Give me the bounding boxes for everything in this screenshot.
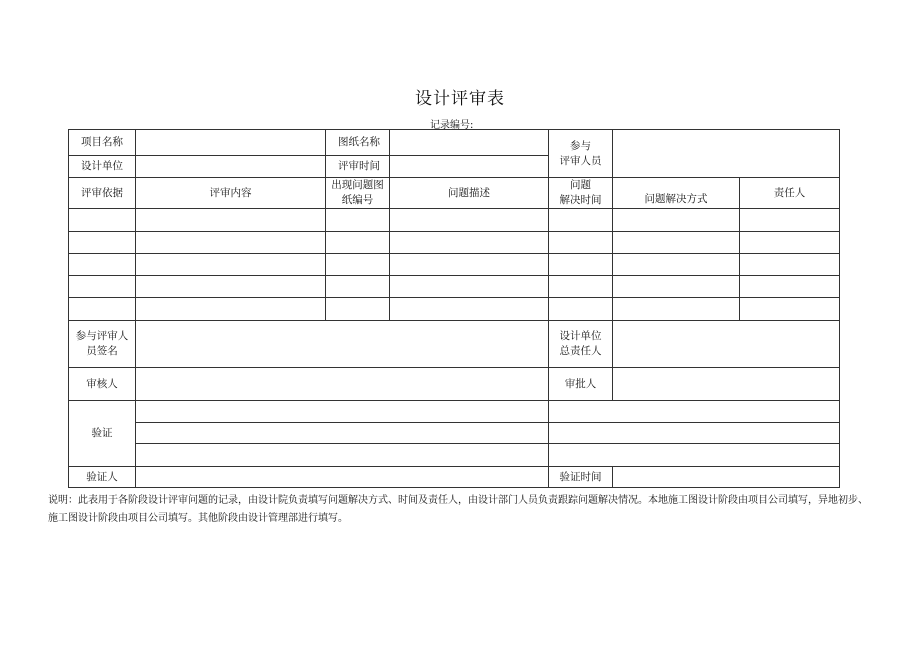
verification-field[interactable] [549,423,840,444]
review-time-field[interactable] [390,156,549,178]
col-header-responsible: 责任人 [740,178,840,209]
project-name-label: 项目名称 [69,130,136,156]
design-unit-field[interactable] [136,156,326,178]
signatures-field[interactable] [136,321,549,368]
participants-label: 参与 评审人员 [549,130,613,178]
reviewer-label: 审核人 [69,368,136,401]
col-header-resolve-time: 问题 解决时间 [549,178,613,209]
table-row [69,276,840,298]
form-note: 说明：此表用于各阶段设计评审问题的记录，由设计院负责填写问题解决方式、时间及责任人，由设计部门人员负责跟踪问题解决情况。本地施工图设计阶段由项目公司填写，异地初步、施工图设计阶段由项目公司填写。其他阶段由设计管理部进行填写。 [48,495,868,524]
reviewer-field[interactable] [136,368,549,401]
table-cell[interactable] [549,298,613,321]
verify-time-field[interactable] [613,467,840,488]
col-header-method: 问题解决方式 [613,178,740,209]
verification-field[interactable] [136,423,549,444]
drawing-name-label: 图纸名称 [326,130,390,156]
design-unit-label: 设计单位 [69,156,136,178]
table-cell[interactable] [326,209,390,232]
table-cell[interactable] [549,254,613,276]
table-cell[interactable] [390,298,549,321]
table-cell[interactable] [390,209,549,232]
verification-label: 验证 [69,401,136,467]
table-cell[interactable] [613,209,740,232]
design-lead-field[interactable] [613,321,840,368]
table-cell[interactable] [136,232,326,254]
table-cell[interactable] [69,276,136,298]
verifier-label: 验证人 [69,467,136,488]
table-cell[interactable] [390,232,549,254]
table-cell[interactable] [549,232,613,254]
col-header-content: 评审内容 [136,178,326,209]
table-row [69,232,840,254]
table-cell[interactable] [136,276,326,298]
table-cell[interactable] [69,209,136,232]
table-cell[interactable] [136,209,326,232]
table-cell[interactable] [740,254,840,276]
table-cell[interactable] [69,232,136,254]
table-cell[interactable] [740,298,840,321]
table-row [69,209,840,232]
table-row [69,254,840,276]
col-header-drawing-no: 出现问题图 纸编号 [326,178,390,209]
approver-label: 审批人 [549,368,613,401]
design-review-form [68,129,840,488]
col-header-basis: 评审依据 [69,178,136,209]
design-lead-label: 设计单位 总责任人 [549,321,613,368]
project-name-field[interactable] [136,130,326,156]
verifier-field[interactable] [136,467,549,488]
participants-field[interactable] [613,130,840,178]
verification-field[interactable] [549,401,840,423]
record-number-label: 记录编号: [430,120,474,131]
table-cell[interactable] [326,276,390,298]
table-row [69,298,840,321]
review-time-label: 评审时间 [326,156,390,178]
signatures-label: 参与评审人 员签名 [69,321,136,368]
table-cell[interactable] [136,298,326,321]
verification-field[interactable] [136,401,549,423]
approver-field[interactable] [613,368,840,401]
drawing-name-field[interactable] [390,130,549,156]
table-cell[interactable] [326,254,390,276]
table-cell[interactable] [740,276,840,298]
table-cell[interactable] [69,254,136,276]
table-cell[interactable] [326,298,390,321]
table-cell[interactable] [613,232,740,254]
col-header-description: 问题描述 [390,178,549,209]
table-cell[interactable] [136,254,326,276]
table-cell[interactable] [390,254,549,276]
table-cell[interactable] [613,276,740,298]
verification-field[interactable] [136,444,549,467]
table-cell[interactable] [390,276,549,298]
table-cell[interactable] [549,209,613,232]
verify-time-label: 验证时间 [549,467,613,488]
table-cell[interactable] [740,209,840,232]
table-cell[interactable] [740,232,840,254]
table-cell[interactable] [613,254,740,276]
table-cell[interactable] [613,298,740,321]
form-title: 设计评审表 [415,89,505,109]
table-cell[interactable] [69,298,136,321]
verification-field[interactable] [549,444,840,467]
table-cell[interactable] [549,276,613,298]
table-cell[interactable] [326,232,390,254]
